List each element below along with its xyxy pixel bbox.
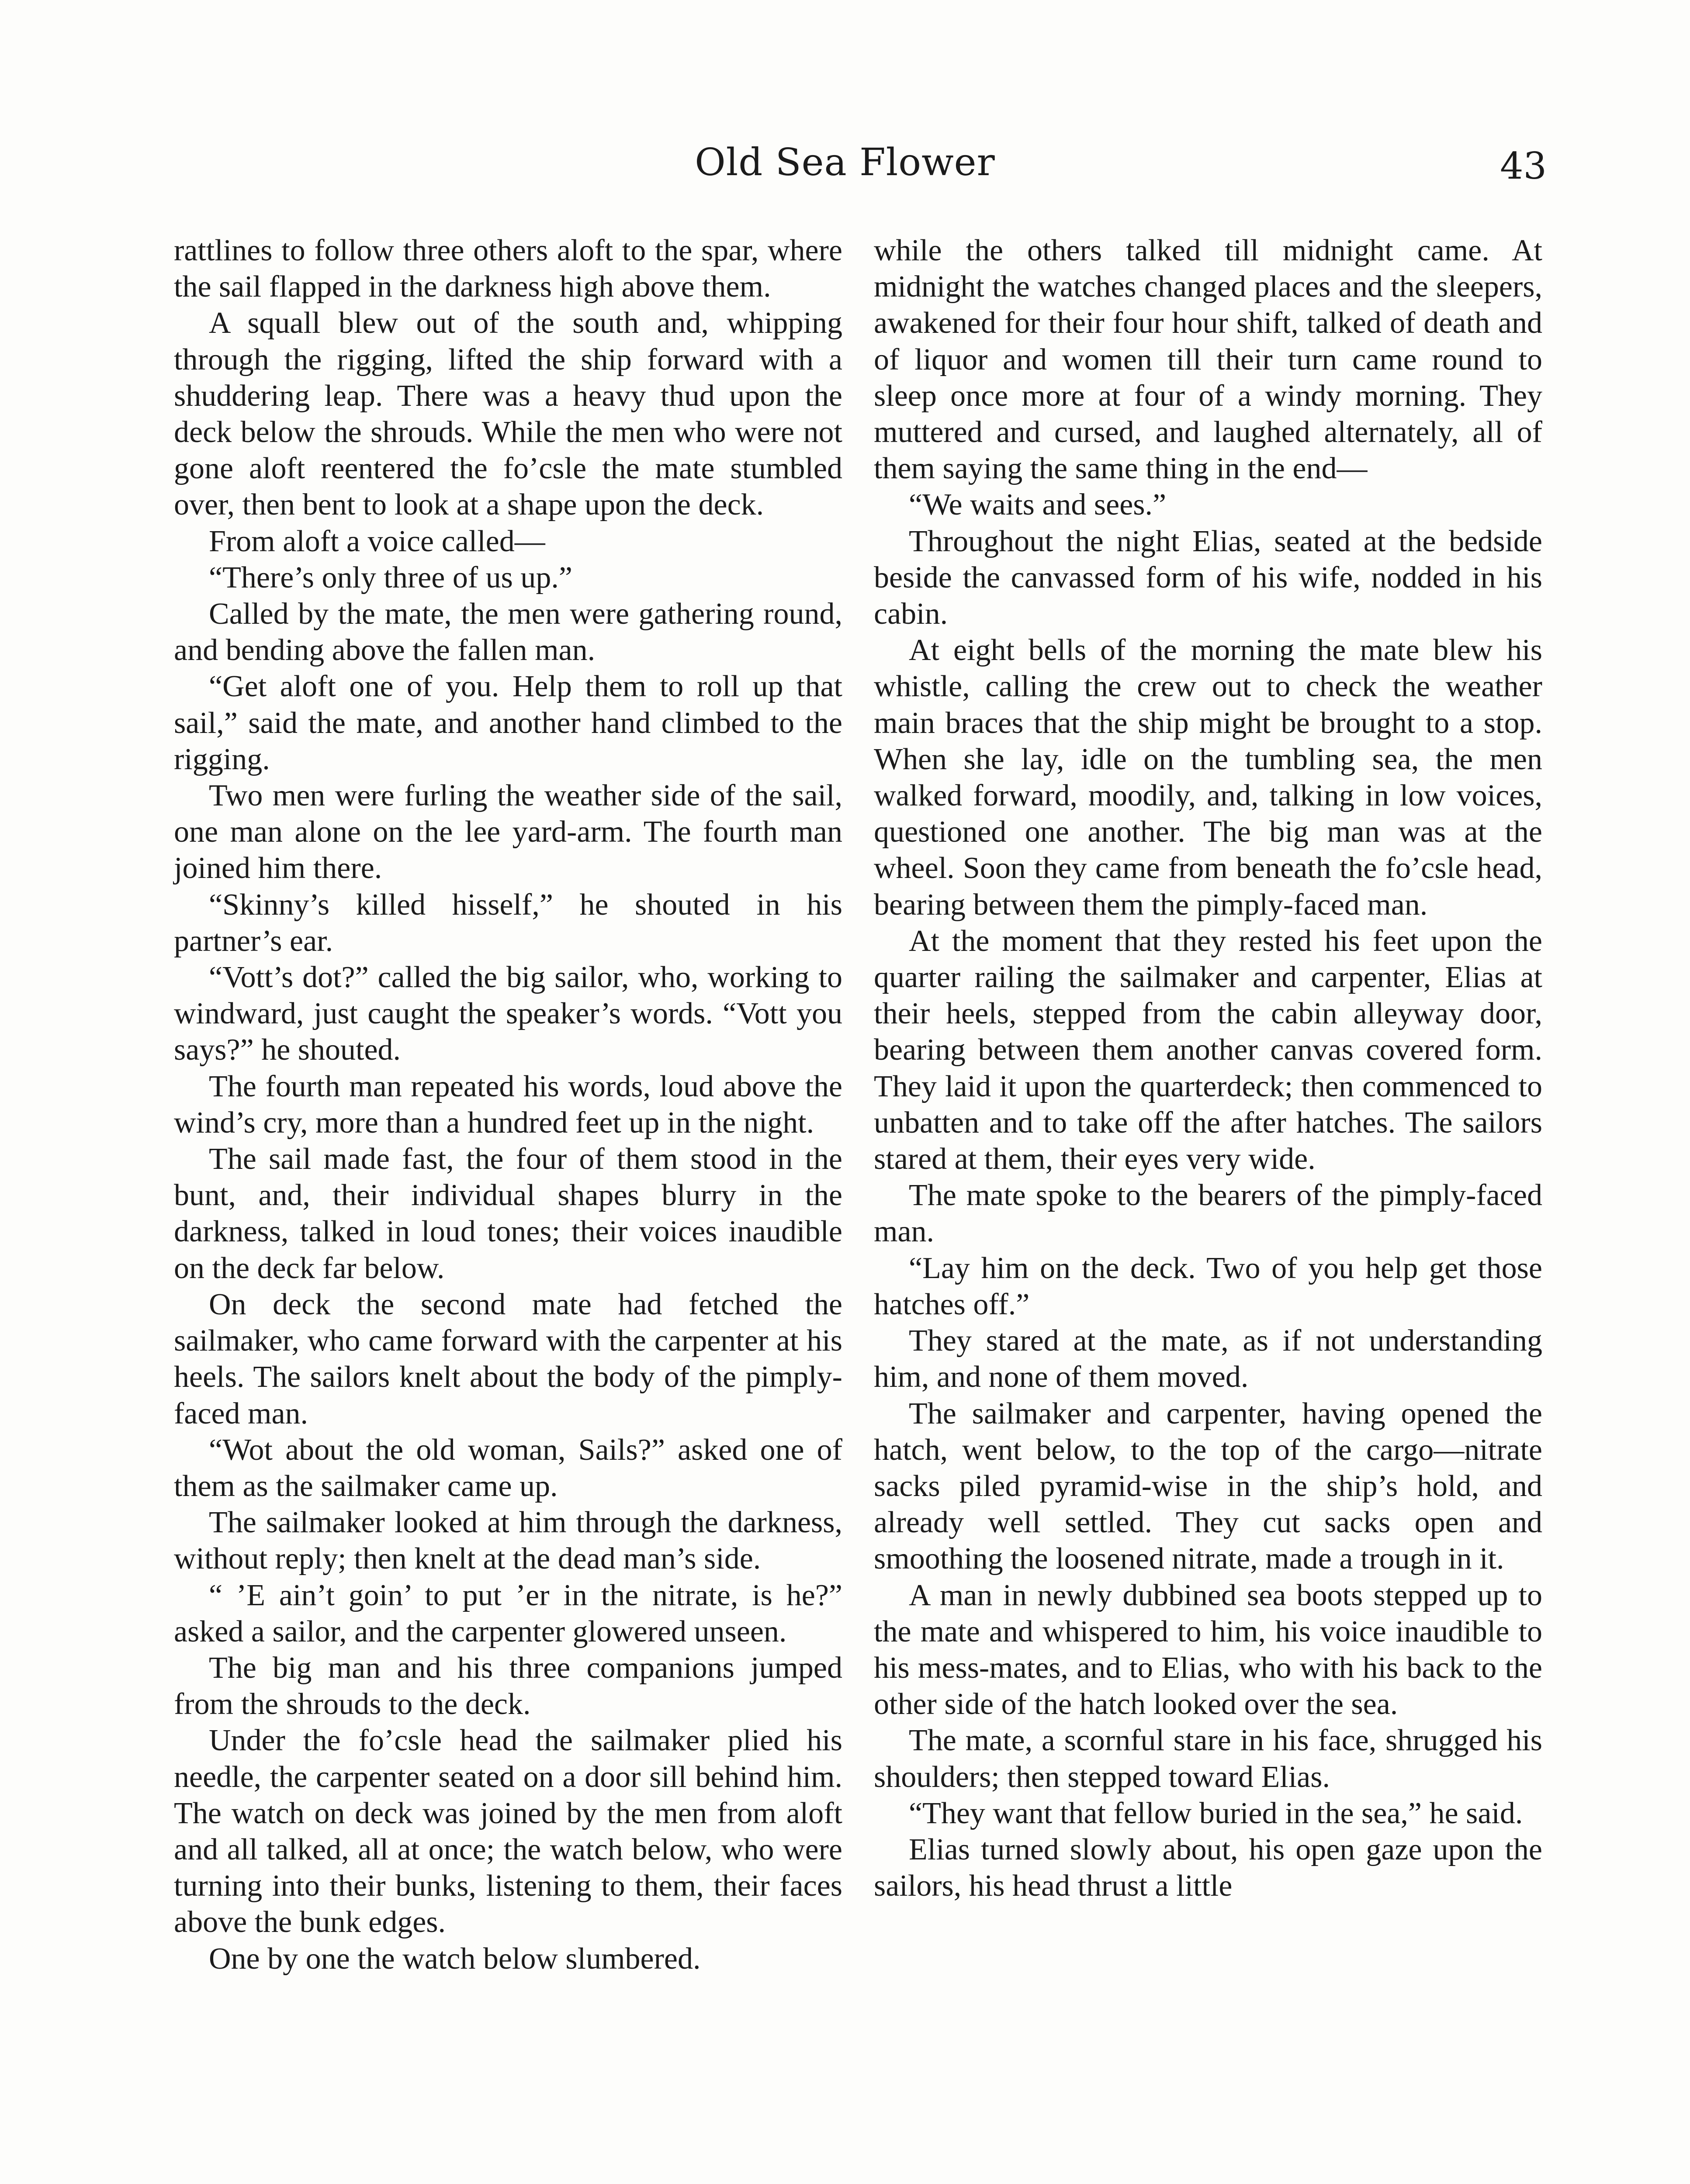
- paragraph: rattlines to follow three others aloft to the spar, where the sail flapped in the darkness high above them.: [174, 234, 842, 304]
- paragraph: A squall blew out of the south and, whipping through the rigging, lifted the ship forward with a shuddering leap. There was a heavy thud upon the deck below the shrouds. While the men who were not gone aloft reentered the fo’csle the mate stumbled over, then bent to look at a shape upon the deck.: [174, 306, 842, 522]
- paragraph: Called by the mate, the men were gathering round, and bending above the fallen man.: [174, 597, 842, 667]
- paragraph: “Skinny’s killed hisself,” he shouted in his partner’s ear.: [174, 888, 842, 958]
- paragraph: Under the fo’csle head the sailmaker plied his needle, the carpenter seated on a door sill behind him. The watch on deck was joined by the men from aloft and all talked, all at once; the watch below, who were turning into their bunks, listening to them, their faces above the bunk edges.: [174, 1724, 842, 1939]
- left-column: [174, 232, 842, 1977]
- paragraph: The sailmaker looked at him through the darkness, without reply; then knelt at the dead man’s side.: [174, 1506, 842, 1576]
- paragraph: “There’s only three of us up.”: [209, 560, 572, 594]
- paragraph: Elias turned slowly about, his open gaze upon the sailors, his head thrust a little: [874, 1832, 1542, 1903]
- paragraph: while the others talked till midnight came. At midnight the watches changed places and the sleepers, awakened for their four hour shift, talked of death and of liquor and women till their turn came round to sleep once more at four of a windy morning. They muttered and cursed, and laughed alternately, all of them saying the same thing in the end—: [874, 234, 1542, 486]
- paragraph: “Lay him on the deck. Two of you help get those hatches off.”: [874, 1251, 1542, 1321]
- paragraph: The mate, a scornful stare in his face, shrugged his shoulders; then stepped toward Elias.: [874, 1724, 1542, 1794]
- paragraph: At eight bells of the morning the mate blew his whistle, calling the crew out to check the weather main braces that the ship might be brought to a stop. When she lay, idle on the tumbling sea, the men walked forward, moodily, and, talking in low voices, questioned one another. The big man was at the wheel. Soon they came from beneath the fo’csle head, bearing between them the pimply-faced man.: [874, 633, 1542, 922]
- paragraph: “ ’E ain’t goin’ to put ’er in the nitrate, is he?” asked a sailor, and the carpenter glowered unseen.: [174, 1578, 842, 1648]
- paragraph: Throughout the night Elias, seated at the bedside beside the canvassed form of his wife, nodded in his cabin.: [874, 524, 1542, 631]
- paragraph: The fourth man repeated his words, loud above the wind’s cry, more than a hundred feet up in the night.: [174, 1069, 842, 1140]
- running-title: Old Sea Flower: [695, 141, 995, 184]
- paragraph: A man in newly dubbined sea boots stepped up to the mate and whispered to him, his voice inaudible to his mess-mates, and to Elias, who with his back to the other side of the hatch looked over the sea.: [874, 1578, 1542, 1721]
- paragraph: Two men were furling the weather side of the sail, one man alone on the lee yard-arm. The fourth man joined him there.: [174, 779, 842, 885]
- paragraph: “We waits and sees.”: [909, 488, 1167, 522]
- paragraph: The sail made fast, the four of them stood in the bunt, and, their individual shapes blurry in the darkness, talked in loud tones; their voices inaudible on the deck far below.: [174, 1142, 842, 1285]
- paragraph: “Get aloft one of you. Help them to roll up that sail,” said the mate, and another hand climbed to the rigging.: [174, 670, 842, 776]
- paragraph: “They want that fellow buried in the sea,” he said.: [909, 1796, 1523, 1830]
- paragraph: One by one the watch below slumbered.: [209, 1942, 701, 1976]
- right-column: [874, 232, 1542, 1904]
- paragraph: They stared at the mate, as if not understanding him, and none of them moved.: [874, 1324, 1542, 1394]
- paragraph: The mate spoke to the bearers of the pimply-faced man.: [874, 1178, 1542, 1249]
- paragraph: “Wot about the old woman, Sails?” asked one of them as the sailmaker came up.: [174, 1433, 842, 1503]
- paragraph: “Vott’s dot?” called the big sailor, who, working to windward, just caught the speaker’s words. “Vott you says?” he shouted.: [174, 961, 842, 1067]
- paragraph: The sailmaker and carpenter, having opened the hatch, went below, to the top of the cargo—nitrate sacks piled pyramid-wise in the ship’s hold, and already well settled. They cut sacks open and smoothing the loosened nitrate, made a trough in it.: [874, 1396, 1542, 1576]
- paragraph: At the moment that they rested his feet upon the quarter railing the sailmaker and carpenter, Elias at their heels, stepped from the cabin alleyway door, bearing between them another canvas covered form. They laid it upon the quarterdeck; then commenced to unbatten and to take off the after hatches. The sailors stared at them, their eyes very wide.: [874, 924, 1542, 1176]
- paragraph: On deck the second mate had fetched the sailmaker, who came forward with the carpenter at his heels. The sailors knelt about the body of the pimply-faced man.: [174, 1287, 842, 1431]
- paragraph: The big man and his three companions jumped from the shrouds to the deck.: [174, 1651, 842, 1721]
- paragraph: From aloft a voice called—: [209, 524, 545, 558]
- page-number: 43: [1500, 145, 1547, 187]
